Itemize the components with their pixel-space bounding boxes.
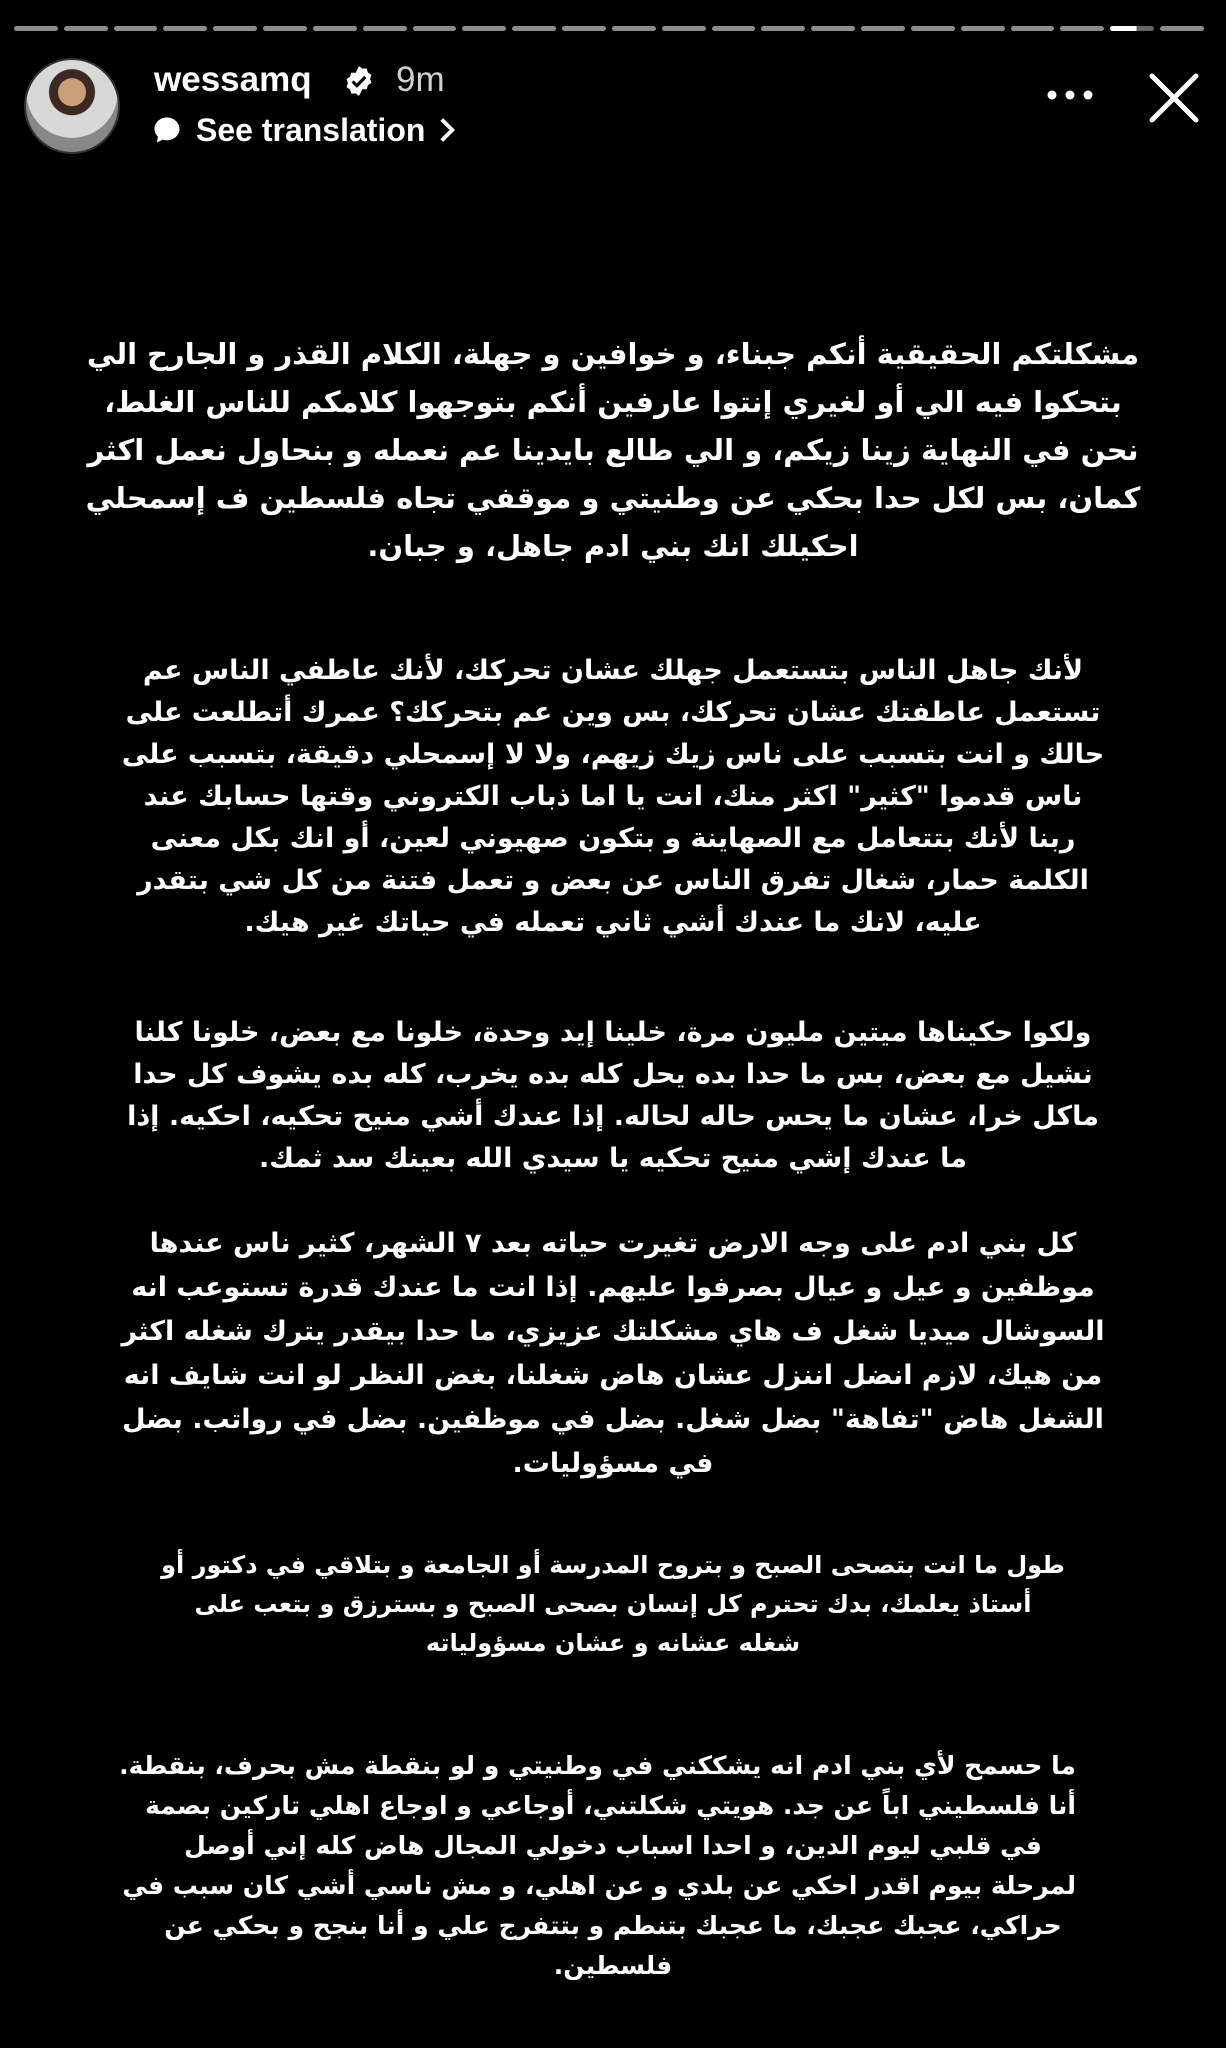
see-translation-button[interactable] bbox=[152, 110, 457, 150]
progress-segment bbox=[263, 26, 307, 31]
story-paragraph-2 bbox=[0, 650, 1226, 944]
text-line: موظفين و عيل و عيال بصرفوا عليهم. إذا انت ما عندك قدرة تستوعب انه bbox=[131, 1272, 1095, 1303]
progress-segment bbox=[313, 26, 357, 31]
progress-segment bbox=[1011, 26, 1055, 31]
profile-avatar[interactable] bbox=[24, 58, 120, 154]
text-line: الكلمة حمار، شغال تفرق الناس عن بعض و تعمل فتنة من كل شي بتقدر bbox=[137, 865, 1089, 896]
text-line: كل بني ادم على وجه الارض تغيرت حياته بعد ٧ الشهر، كثير ناس عندها bbox=[149, 1228, 1077, 1259]
progress-segment bbox=[512, 26, 556, 31]
progress-segment bbox=[114, 26, 158, 31]
text-line: حالك و انت بتسبب على ناس زيك زيهم، ولا لا إسمحلي دقيقة، بتسبب على bbox=[121, 739, 1105, 770]
text-line: فلسطين. bbox=[553, 1951, 673, 1980]
text-line: ما حسمح لأي بني ادم انه يشككني في وطنيتي و لو بنقطة مش بحرف، بنقطة. bbox=[119, 1751, 1076, 1780]
text-line: نشيل مع بعض، بس ما حدا بده يحل كله بده يخرب، كله بده يشوف كل حدا bbox=[133, 1059, 1093, 1090]
text-line: بتحكوا فيه الي أو لغيري إنتوا عارفين أنكم بتوجهوا كلامكم للناس الغلط، bbox=[104, 385, 1122, 419]
text-line: أنا فلسطيني اباً عن جد. هويتي شكلتني، أوجاعي و اوجاع اهلي تاركين بصمة bbox=[145, 1791, 1076, 1820]
story-paragraph-3 bbox=[0, 1012, 1226, 1180]
progress-segment bbox=[163, 26, 207, 31]
more-options-icon[interactable] bbox=[1046, 88, 1094, 102]
story-paragraph-5 bbox=[0, 1546, 1226, 1663]
progress-segment bbox=[911, 26, 955, 31]
text-line: أستاذ يعلمك، بدك تحترم كل إنسان بصحى الصبح و بسترزق و بتعب على bbox=[194, 1590, 1032, 1618]
text-line: احكيلك انك بني ادم جاهل، و جبان. bbox=[367, 529, 859, 563]
see-translation-label: See translation bbox=[196, 111, 426, 148]
text-line: السوشال ميديا شغل ف هاي مشكلتك عزيزي، ما حدا بيقدر يترك شغله اكثر bbox=[121, 1316, 1105, 1347]
text-line: ناس قدموا "كثير" اكثر منك، انت يا اما ذباب الكتروني وقتها حسابك عند bbox=[143, 781, 1083, 812]
verified-badge-icon bbox=[342, 64, 376, 98]
progress-segment bbox=[811, 26, 855, 31]
progress-segment bbox=[64, 26, 108, 31]
progress-segment bbox=[1160, 26, 1204, 31]
progress-segment bbox=[761, 26, 805, 31]
username[interactable]: wessamq bbox=[154, 60, 312, 99]
post-time: 9m bbox=[396, 60, 445, 99]
progress-segment bbox=[562, 26, 606, 31]
progress-segment bbox=[14, 26, 58, 31]
text-line: مشكلتكم الحقيقية أنكم جبناء، و خوافين و جهلة، الكلام القذر و الجارح الي bbox=[86, 337, 1140, 371]
text-line: في مسؤوليات. bbox=[512, 1448, 714, 1479]
text-line: عليه، لانك ما عندك أشي ثاني تعمله في حياتك غير هيك. bbox=[244, 907, 982, 938]
text-line: الشغل هاض "تفاهة" بضل شغل. بضل في موظفين. بضل في رواتب. بضل bbox=[122, 1404, 1104, 1435]
progress-segment bbox=[413, 26, 457, 31]
progress-segment bbox=[712, 26, 756, 31]
progress-segment bbox=[1060, 26, 1104, 31]
story-progress-bar bbox=[14, 26, 1204, 32]
story-paragraph-1 bbox=[0, 330, 1226, 570]
progress-segment bbox=[961, 26, 1005, 31]
text-line: في قلبي ليوم الدين، و احدا اسباب دخولي المجال هاض كله إني أوصل bbox=[184, 1831, 1042, 1860]
text-line: طول ما انت بتصحى الصبح و بتروح المدرسة أو الجامعة و بتلاقي في دكتور أو bbox=[161, 1551, 1065, 1579]
text-line: من هيك، لازم انضل اننزل عشان هاض شغلنا، بغض النظر لو انت شايف انه bbox=[123, 1360, 1103, 1391]
chevron-right-icon bbox=[437, 116, 457, 144]
close-icon[interactable] bbox=[1146, 70, 1202, 126]
story-header bbox=[24, 58, 1206, 150]
progress-segment bbox=[1110, 26, 1154, 31]
progress-segment bbox=[363, 26, 407, 31]
progress-segment bbox=[861, 26, 905, 31]
progress-segment bbox=[612, 26, 656, 31]
text-line: ربنا لأنك بتتعامل مع الصهاينة و بتكون صهيوني لعين، أو انك بكل معنى bbox=[150, 823, 1076, 854]
text-line: نحن في النهاية زينا زيكم، و الي طالع بايدينا عم نعمله و بنحاول نعمل اكثر bbox=[87, 433, 1139, 467]
progress-segment bbox=[213, 26, 257, 31]
text-line: ماكل خرا، عشان ما يحس حاله لحاله. إذا عندك أشي منيح تحكيه، احكيه. إذا bbox=[127, 1101, 1099, 1132]
story-paragraph-4 bbox=[0, 1222, 1226, 1486]
text-line: كمان، بس لكل حدا بحكي عن وطنيتي و موقفي تجاه فلسطين ف إسمحلي bbox=[85, 481, 1141, 515]
text-line: شغله عشانه و عشان مسؤولياته bbox=[425, 1629, 801, 1657]
speech-bubble-icon bbox=[152, 115, 182, 145]
progress-segment bbox=[462, 26, 506, 31]
text-line: لأنك جاهل الناس بتستعمل جهلك عشان تحركك، لأنك عاطفي الناس عم bbox=[142, 655, 1084, 686]
story-paragraph-6 bbox=[0, 1746, 1226, 1986]
text-line: تستعمل عاطفتك عشان تحركك، بس وين عم بتحركك؟ عمرك أتطلعت على bbox=[125, 697, 1101, 728]
progress-segment bbox=[662, 26, 706, 31]
text-line: حراكي، عجبك عجبك، ما عجبك بتنطم و بتتفرج علي و أنا بنجح و بحكي عن bbox=[164, 1911, 1062, 1940]
text-line: ولكوا حكيناها ميتين مليون مرة، خلينا إيد وحدة، خلونا مع بعض، خلونا كلنا bbox=[134, 1017, 1092, 1048]
text-line: ما عندك إشي منيح تحكيه يا سيدي الله بعينك سد ثمك. bbox=[258, 1143, 968, 1174]
text-line: لمرحلة بيوم اقدر احكي عن بلدي و عن اهلي، و مش ناسي أشي كان سبب في bbox=[122, 1871, 1076, 1900]
